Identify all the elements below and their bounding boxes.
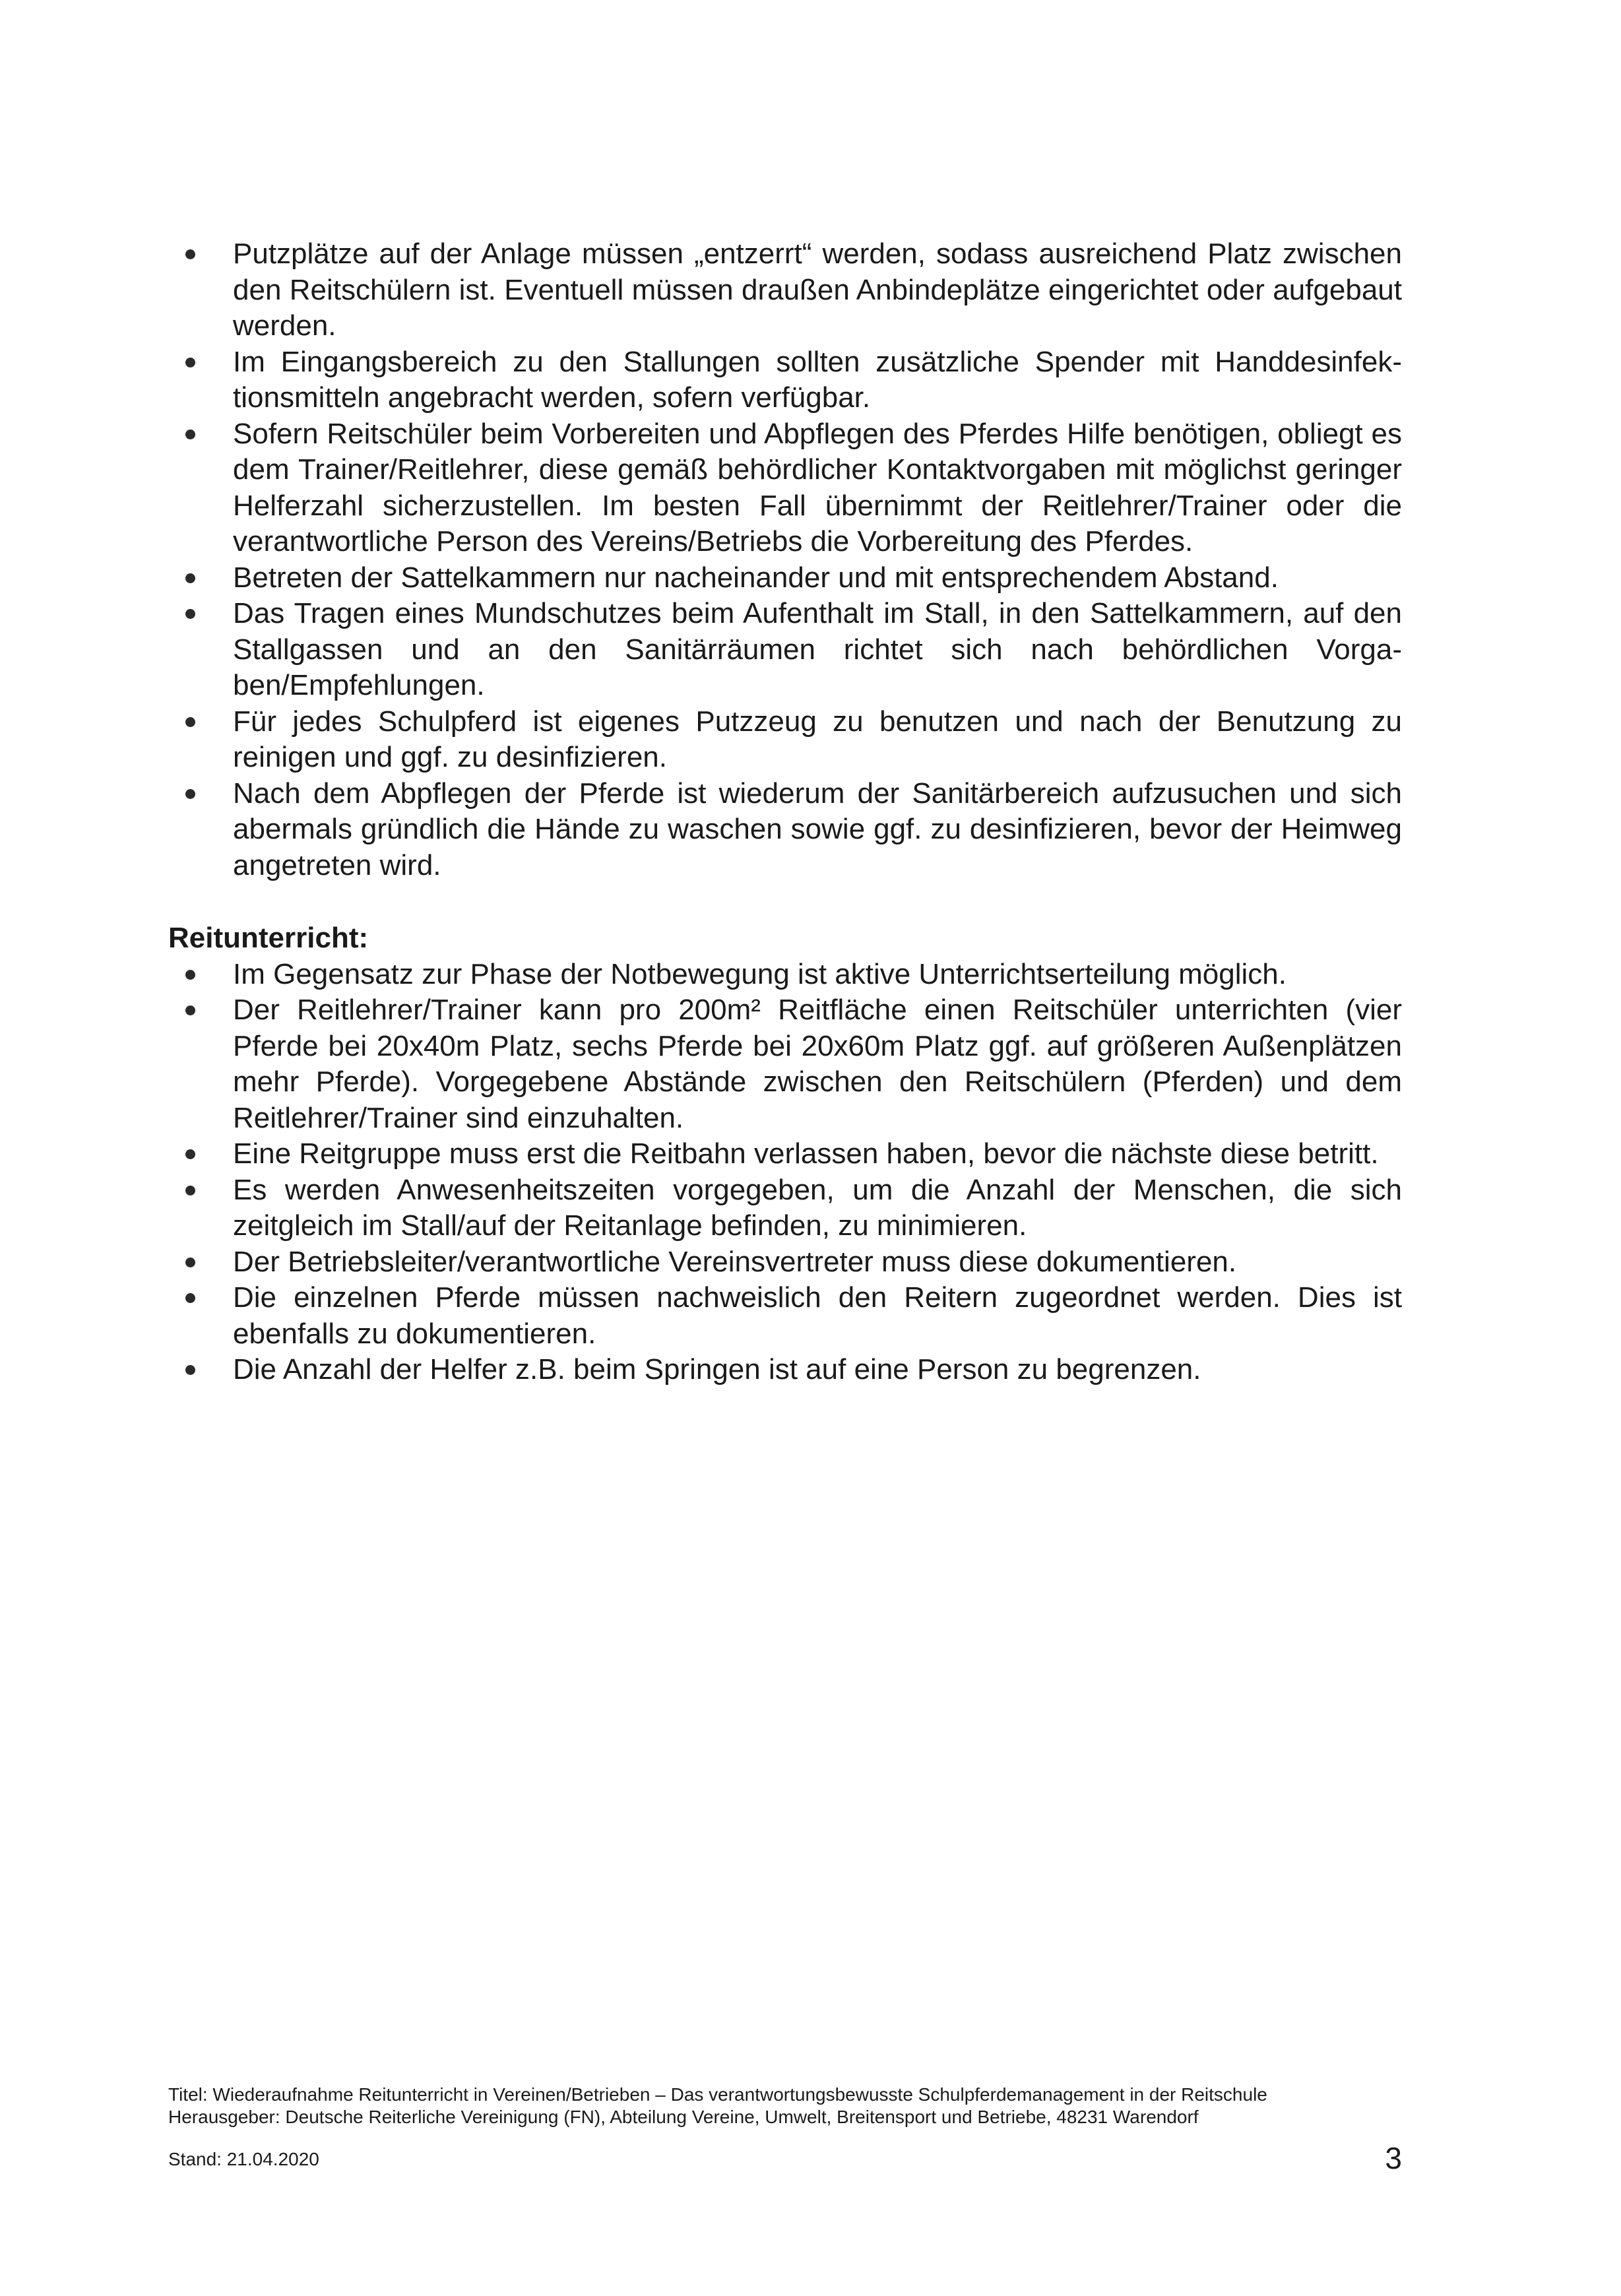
list-item-text: Betreten der Sattelkammern nur nacheinander und mit entsprechendem Abstand. [233,561,1279,594]
bullet-icon [185,430,195,439]
section-heading-reitunterricht: Reitunterricht: [168,922,369,954]
bullet-icon [185,1149,195,1159]
bullet-icon [185,1258,195,1267]
list-item [168,992,1402,1136]
list-item-text: Es werden Anwesenheitszeiten vorgegeben, um die Anzahl der Menschen, die sich zeitgleich im Stall/auf der Reitanlage befinden, zu minimieren. [233,1173,1402,1242]
bullet-icon [185,573,195,583]
page-footer [168,2084,1402,2175]
footer-stand-date: Stand: 21.04.2020 [168,2149,319,2169]
list-item-text: Eine Reitgruppe muss erst die Reitbahn verlassen haben, bevor die nächste diese betritt. [233,1137,1379,1170]
list-item-text: Im Gegensatz zur Phase der Notbewegung ist aktive Unterrichtserteilung möglich. [233,957,1287,990]
list-item [168,560,1402,596]
bullet-icon [185,717,195,727]
footer-title: Titel: Wiederaufnahme Reitunterricht in Vereinen/Betrieben – Das verantwortungsbewusste Schulpferdemanagement in der Reitschule [168,2084,1267,2105]
footer-publisher: Herausgeber: Deutsche Reiterliche Vereinigung (FN), Abteilung Vereine, Umwelt, Breitensport und Betriebe, 48231 Warendorf [168,2107,1199,2127]
list-item [168,957,1402,993]
list-item [168,416,1402,560]
list-item [168,776,1402,884]
list-item [168,1352,1402,1388]
bullet-icon [185,249,195,259]
stable-rules-list [168,236,1402,883]
list-item [168,344,1402,416]
bullet-icon [185,970,195,980]
list-item [168,1244,1402,1281]
bullet-icon [185,789,195,799]
list-item-text: Im Eingangsbereich zu den Stallungen sollten zusätzliche Spender mit Handdesinfektionsmitteln angebracht werden, sofern verfügbar. [233,345,1402,414]
list-item [168,1172,1402,1244]
riding-lesson-rules-list [168,957,1402,1388]
list-item [168,236,1402,344]
list-item-text: Das Tragen eines Mundschutzes beim Aufenthalt im Stall, in den Sattelkammern, auf den Stallgassen und an den Sanitärräumen richtet sich nach behördlichen Vorgaben/Empfehlungen. [233,597,1402,701]
bullet-icon [185,1365,195,1375]
list-item-text: Für jedes Schulpferd ist eigenes Putzzeug zu benutzen und nach der Benutzung zu reinigen und ggf. zu desinfizieren. [233,705,1402,773]
list-item-text: Putzplätze auf der Anlage müssen „entzerrt“ werden, sodass ausreichend Platz zwischen den Reitschülern ist. Eventuell müssen draußen Anbindeplätze eingerichtet oder aufgebaut werden. [233,238,1402,342]
footer-stand-row [168,2141,1402,2175]
bullet-icon [185,1186,195,1196]
list-item-text: Die einzelnen Pferde müssen nachweislich den Reitern zugeordnet werden. Dies ist ebenfalls zu dokumentieren. [233,1281,1402,1350]
list-item [168,704,1402,776]
list-item-text: Der Reitlehrer/Trainer kann pro 200m² Reitfläche einen Reitschüler unterrichten (vier Pferde bei 20x40m Platz, sechs Pferde bei 20x60m Platz ggf. auf größeren Außenplätzen mehr Pferde). Vorgegebene Abstände zwischen den Reitschülern (Pferden) und dem Reitlehrer/Trainer sind einzuhalten. [233,994,1402,1134]
list-item [168,1280,1402,1352]
list-item [168,596,1402,704]
list-item-text: Die Anzahl der Helfer z.B. beim Springen ist auf eine Person zu begrenzen. [233,1353,1201,1386]
list-item-text: Nach dem Abpflegen der Pferde ist wiederum der Sanitärbereich aufzusuchen und sich abermals gründlich die Hände zu waschen sowie ggf. zu desinfizieren, bevor der Heimweg angetreten wird. [233,777,1402,881]
bullet-icon [185,1293,195,1303]
bullet-icon [185,358,195,367]
list-item-text: Der Betriebsleiter/verantwortliche Vereinsvertreter muss diese dokumentieren. [233,1245,1237,1278]
bullet-icon [185,1005,195,1015]
page-content [168,236,1402,1388]
list-item [168,1136,1402,1172]
bullet-icon [185,609,195,619]
page-number: 3 [1385,2141,1402,2175]
list-item-text: Sofern Reitschüler beim Vorbereiten und Abpflegen des Pferdes Hilfe benötigen, obliegt es dem Trainer/Reitlehrer, diese gemäß behördlicher Kontaktvorgaben mit möglichst geringer Helferzahl sicherzustellen. Im besten Fall übernimmt der Reitlehrer/Trainer oder die verantwortliche Person des Vereins/Betriebs die Vorbereitung des Pferdes. [233,417,1402,558]
